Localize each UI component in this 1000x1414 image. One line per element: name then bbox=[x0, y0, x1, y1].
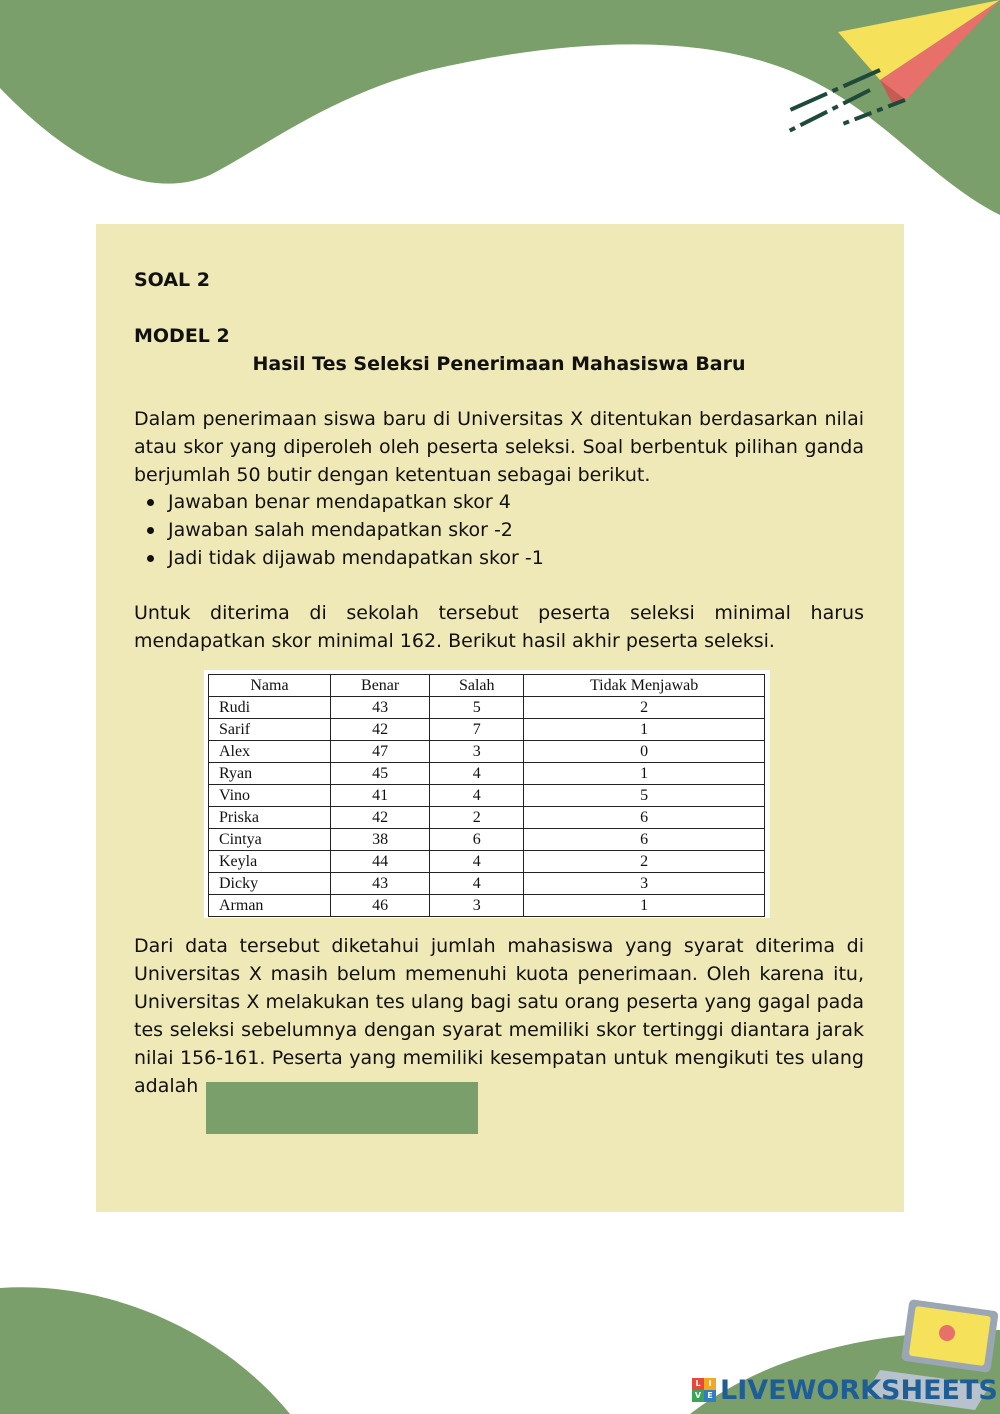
logo-text: LIVEWORKSHEETS bbox=[720, 1374, 998, 1406]
cell-name: Priska bbox=[209, 807, 331, 829]
cell-tidak-menjawab: 1 bbox=[524, 763, 765, 785]
cell-tidak-menjawab: 2 bbox=[524, 851, 765, 873]
cell-salah: 7 bbox=[430, 719, 524, 741]
cell-name: Sarif bbox=[209, 719, 331, 741]
cell-tidak-menjawab: 1 bbox=[524, 719, 765, 741]
cell-tidak-menjawab: 6 bbox=[524, 829, 765, 851]
logo-mark bbox=[692, 1378, 716, 1402]
bottom-left-wave bbox=[0, 1287, 290, 1414]
logo-letter: E bbox=[704, 1390, 716, 1402]
table-row bbox=[209, 785, 765, 807]
table-row bbox=[209, 829, 765, 851]
question-paragraph: Dari data tersebut diketahui jumlah mahasiswa yang syarat diterima di Universitas X masih belum memenuhi kuota penerimaan. Oleh karena itu, Universitas X melakukan tes ulang bagi satu orang peserta yang gagal pada tes seleksi sebelumnya dengan syarat memiliki skor tertinggi diantara jarak nilai 156-161. Peserta yang memiliki kesempatan untuk mengikuti tes ulang adalah bbox=[134, 935, 864, 1097]
cell-salah: 4 bbox=[430, 873, 524, 895]
cell-salah: 4 bbox=[430, 763, 524, 785]
question-number: SOAL 2 bbox=[134, 269, 210, 291]
liveworksheets-logo-icon bbox=[692, 1372, 998, 1408]
header-salah: Salah bbox=[430, 675, 524, 697]
cell-benar: 45 bbox=[330, 763, 429, 785]
cell-name: Ryan bbox=[209, 763, 331, 785]
scoring-rules-list bbox=[134, 488, 544, 572]
header-tidak-menjawab: Tidak Menjawab bbox=[524, 675, 765, 697]
worksheet-title: Hasil Tes Seleksi Penerimaan Mahasiswa Baru bbox=[252, 353, 746, 375]
cell-salah: 3 bbox=[430, 741, 524, 763]
cell-name: Keyla bbox=[209, 851, 331, 873]
table-row bbox=[209, 873, 765, 895]
table-row bbox=[209, 807, 765, 829]
cell-tidak-menjawab: 0 bbox=[524, 741, 765, 763]
cell-tidak-menjawab: 2 bbox=[524, 697, 765, 719]
cell-benar: 47 bbox=[330, 741, 429, 763]
cell-salah: 4 bbox=[430, 785, 524, 807]
results-table-container bbox=[204, 670, 770, 918]
cell-name: Rudi bbox=[209, 697, 331, 719]
cell-benar: 43 bbox=[330, 873, 429, 895]
table-row bbox=[209, 895, 765, 917]
cell-tidak-menjawab: 6 bbox=[524, 807, 765, 829]
table-row bbox=[209, 741, 765, 763]
results-table bbox=[208, 674, 765, 917]
cell-benar: 41 bbox=[330, 785, 429, 807]
cell-name: Vino bbox=[209, 785, 331, 807]
cell-tidak-menjawab: 1 bbox=[524, 895, 765, 917]
cell-benar: 43 bbox=[330, 697, 429, 719]
table-row bbox=[209, 763, 765, 785]
cell-tidak-menjawab: 5 bbox=[524, 785, 765, 807]
table-row bbox=[209, 697, 765, 719]
cell-benar: 44 bbox=[330, 851, 429, 873]
cell-name: Alex bbox=[209, 741, 331, 763]
logo-letter: I bbox=[704, 1378, 716, 1390]
cell-salah: 4 bbox=[430, 851, 524, 873]
cell-benar: 38 bbox=[330, 829, 429, 851]
cell-benar: 42 bbox=[330, 719, 429, 741]
header-benar: Benar bbox=[330, 675, 429, 697]
table-row bbox=[209, 719, 765, 741]
scoring-rule-wrong: Jawaban salah mendapatkan skor -2 bbox=[134, 516, 544, 544]
logo-letter: V bbox=[692, 1390, 704, 1402]
cell-salah: 5 bbox=[430, 697, 524, 719]
logo-letter: L bbox=[692, 1378, 704, 1390]
cell-name: Cintya bbox=[209, 829, 331, 851]
cell-benar: 42 bbox=[330, 807, 429, 829]
scoring-rule-unanswered: Jadi tidak dijawab mendapatkan skor -1 bbox=[134, 544, 544, 572]
header-nama: Nama bbox=[209, 675, 331, 697]
model-label: MODEL 2 bbox=[134, 325, 230, 347]
scoring-rule-correct: Jawaban benar mendapatkan skor 4 bbox=[134, 488, 544, 516]
minimum-score-paragraph: Untuk diterima di sekolah tersebut peserta seleksi minimal harus mendapatkan skor minimal 162. Berikut hasil akhir peserta seleksi. bbox=[134, 602, 864, 652]
table-header-row bbox=[209, 675, 765, 697]
cell-name: Arman bbox=[209, 895, 331, 917]
answer-input-box[interactable] bbox=[206, 1082, 478, 1134]
cell-name: Dicky bbox=[209, 873, 331, 895]
intro-paragraph: Dalam penerimaan siswa baru di Universitas X ditentukan berdasarkan nilai atau skor yang diperoleh oleh peserta seleksi. Soal berbentuk pilihan ganda berjumlah 50 butir dengan ketentuan sebagai berikut. bbox=[134, 408, 864, 486]
cell-salah: 6 bbox=[430, 829, 524, 851]
cell-benar: 46 bbox=[330, 895, 429, 917]
table-row bbox=[209, 851, 765, 873]
cell-salah: 2 bbox=[430, 807, 524, 829]
cell-tidak-menjawab: 3 bbox=[524, 873, 765, 895]
cell-salah: 3 bbox=[430, 895, 524, 917]
